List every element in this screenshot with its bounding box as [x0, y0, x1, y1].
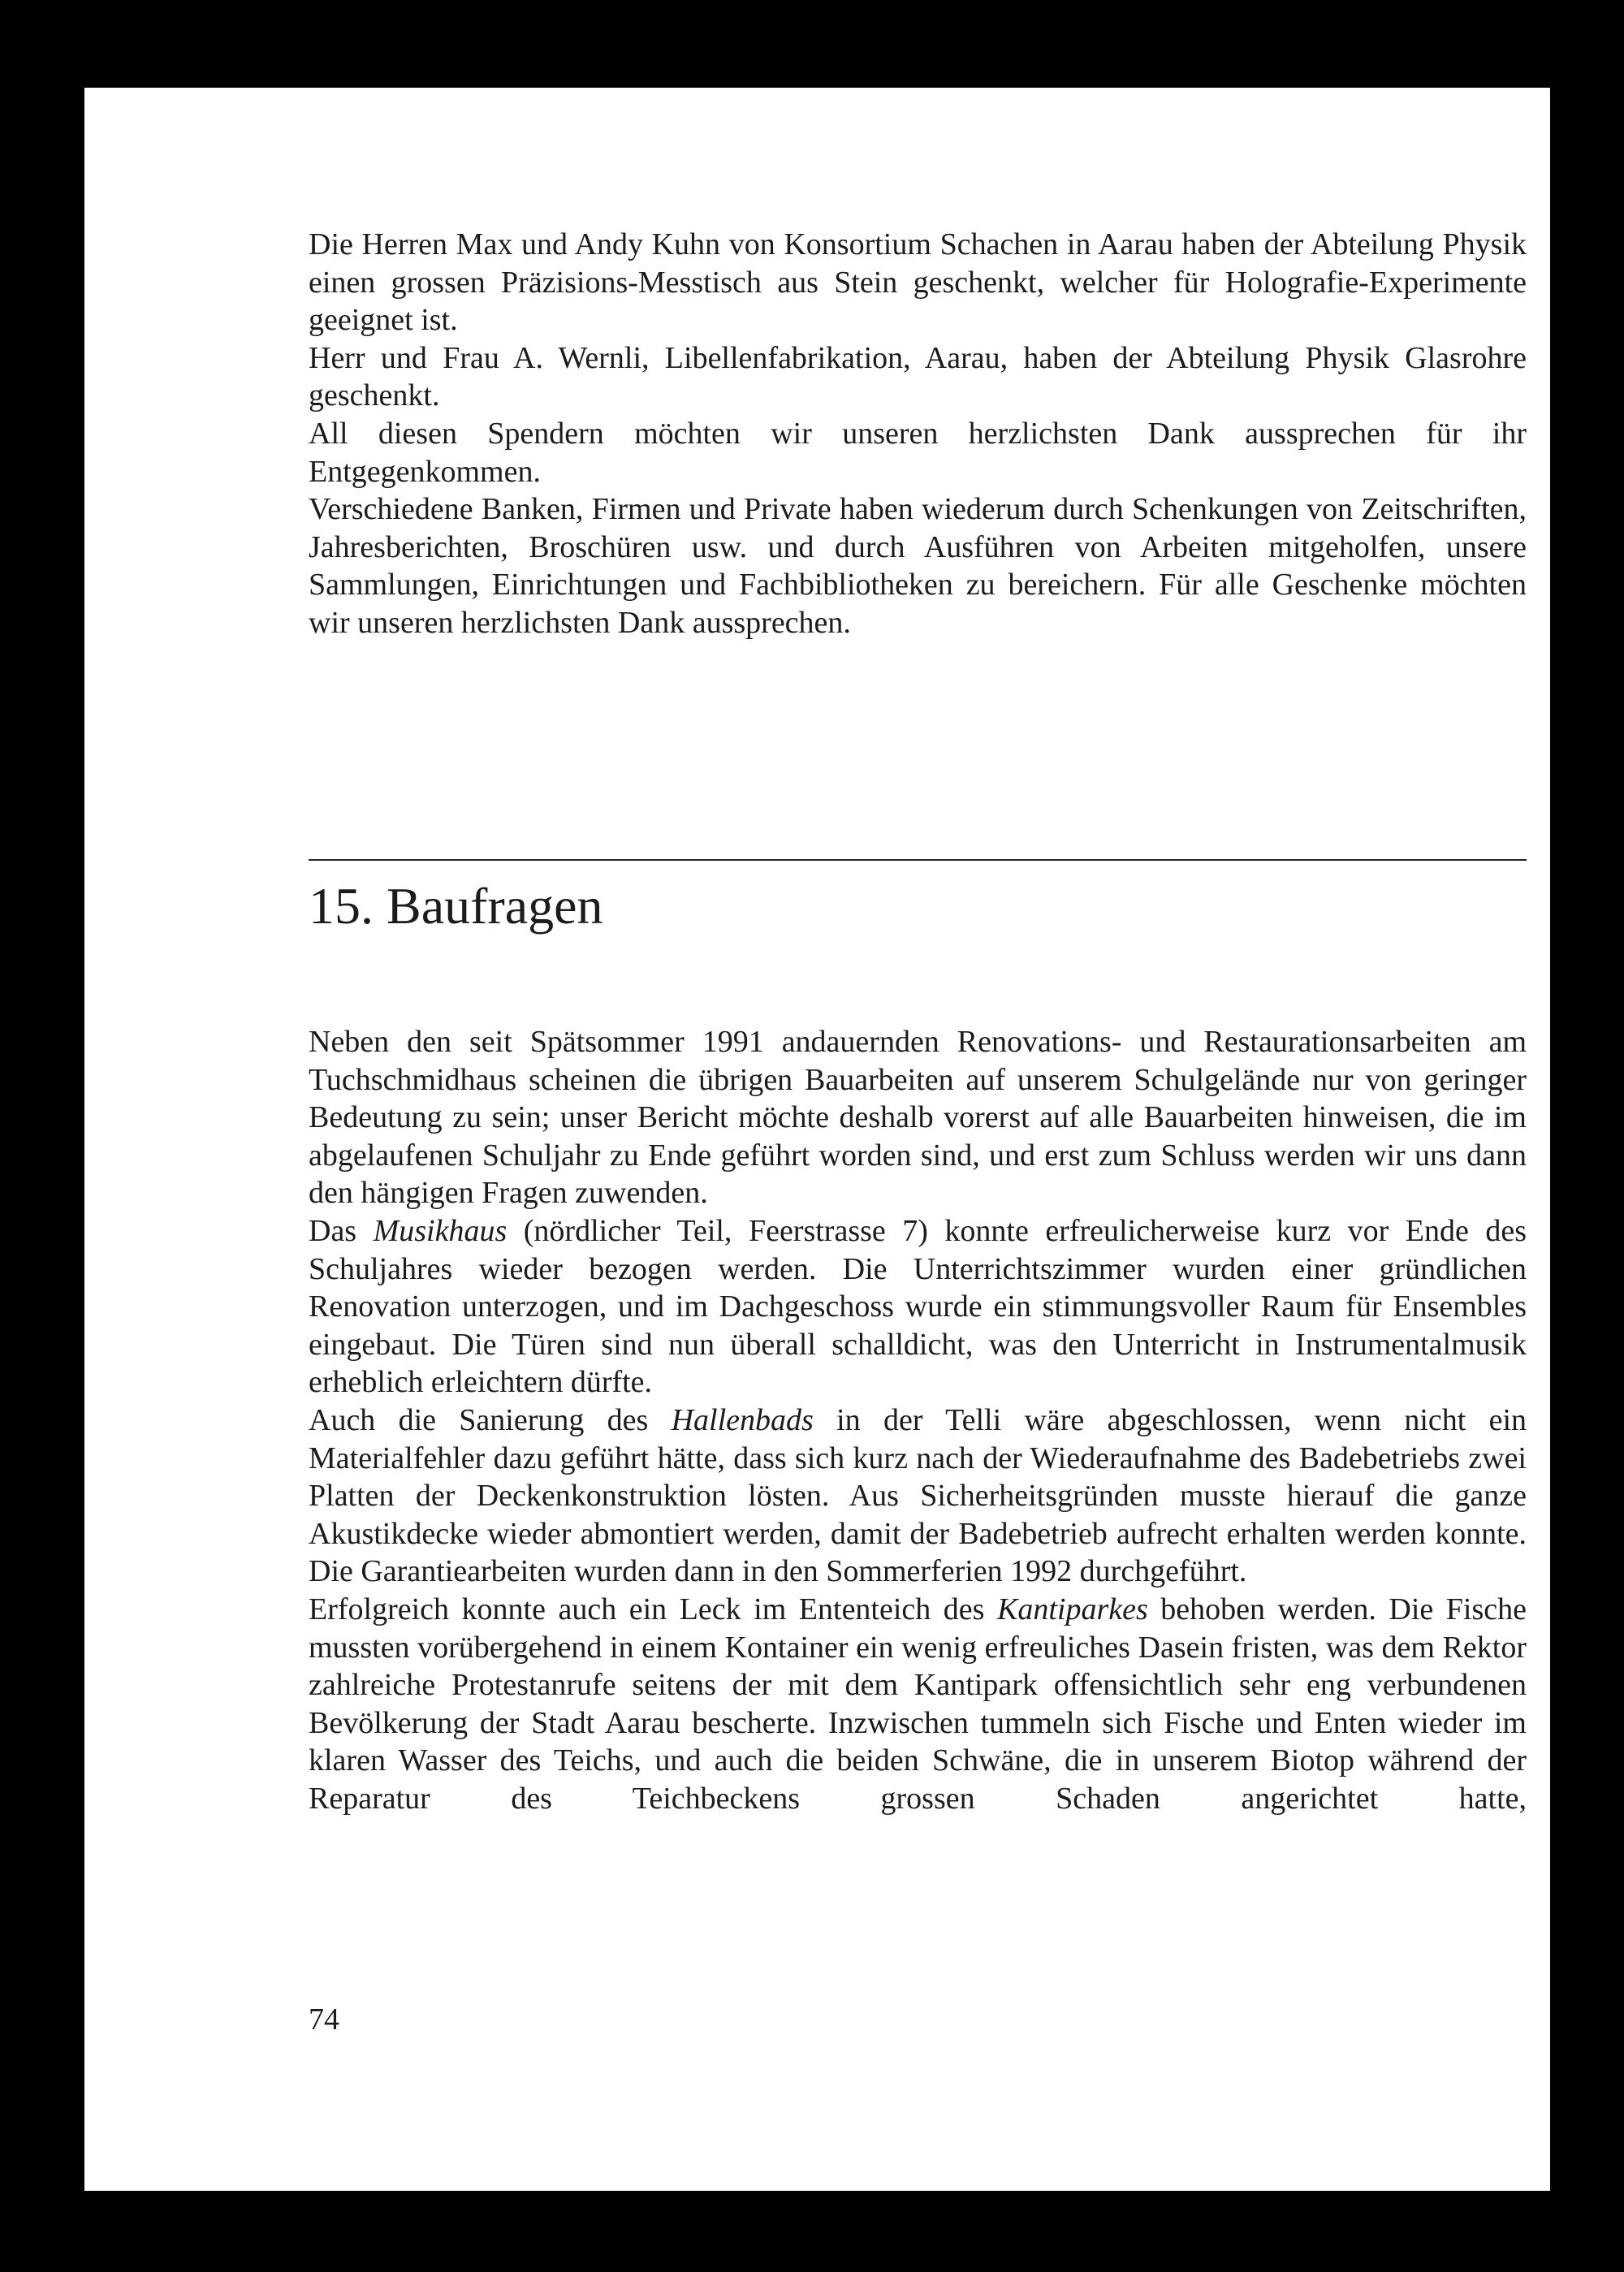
emphasis-musikhaus: Musikhaus: [373, 1213, 508, 1248]
text-segment: in der Telli wäre abgeschlossen, wenn nicht ein Materialfehler dazu geführt hätte, dass sich kurz nach der Wiederaufnahme des Badebetriebs zwei Platten der Deckenkonstruktion lösten. Aus Sicherheitsgründen musste hierauf die ganze Akustikdecke wieder abmontiert werden, damit der Badebetrieb aufrecht erhalten werden konnte. Die Garantiearbeiten wurden dann in den Sommerferien 1992 durchgeführt.: [309, 1402, 1527, 1589]
text-segment: Das: [309, 1213, 374, 1248]
text-segment: (nördlicher Teil, Feerstrasse 7) konnte erfreulicherweise kurz vor Ende des Schuljahres wieder bezogen werden. Die Unterrichtszimmer wurden einer gründlichen Renovation unterzogen, und im Dachgeschoss wurde ein stimmungsvoller Raum für Ensembles eingebaut. Die Türen sind nun überall schalldicht, was den Unterricht in Instrumentalmusik erheblich erleichtern dürfte.: [309, 1213, 1527, 1400]
section-heading: 15. Baufragen: [309, 877, 603, 935]
paragraph-hallenbad: [309, 1402, 1527, 1591]
paragraph-kantipark: [309, 1591, 1527, 1818]
document-page: [84, 88, 1550, 2191]
intro-text-block: [309, 226, 1527, 642]
text-segment: Auch die Sanierung des: [309, 1402, 672, 1437]
section-body: [309, 1023, 1527, 1817]
paragraph-gift-messtisch: Die Herren Max und Andy Kuhn von Konsortium Schachen in Aarau haben der Abteilung Physik einen grossen Präzisions-Messtisch aus Stein geschenkt, welcher für Holografie-Experimente geeignet ist.: [309, 227, 1527, 338]
paragraph-thanks-donors: All diesen Spendern möchten wir unseren herzlichsten Dank aussprechen für ihr Entgegenkommen.: [309, 416, 1527, 489]
page-number: 74: [309, 2002, 339, 2037]
text-segment: behoben werden. Die Fische mussten vorübergehend in einem Kontainer ein wenig erfreuliches Dasein fristen, was dem Rektor zahlreiche Protestanrufe seitens der mit dem Kantipark offensichtlich sehr eng verbundenen Bevölkerung der Stadt Aarau bescherte. Inzwischen tummeln sich Fische und Enten wieder im klaren Wasser des Teichs, und auch die beiden Schwäne, die in unserem Biotop während der Reparatur des Teichbeckens grossen Schaden angerichtet hatte,: [309, 1592, 1527, 1816]
text-segment: Erfolgreich konnte auch ein Leck im Ententeich des: [309, 1592, 997, 1626]
emphasis-hallenbads: Hallenbads: [671, 1402, 814, 1437]
section-divider: [309, 859, 1527, 861]
paragraph-musikhaus: [309, 1212, 1527, 1402]
paragraph-thanks-general: Verschiedene Banken, Firmen und Private haben wiederum durch Schenkungen von Zeitschriften, Jahresberichten, Broschüren usw. und durch Ausführen von Arbeiten mitgeholfen, unsere Sammlungen, Einrichtungen und Fachbibliotheken zu bereichern. Für alle Geschenke möchten wir unseren herzlichsten Dank aussprechen.: [309, 492, 1527, 640]
paragraph-gift-glasrohre: Herr und Frau A. Wernli, Libellenfabrikation, Aarau, haben der Abteilung Physik Glasrohre geschenkt.: [309, 340, 1527, 413]
paragraph-overview: Neben den seit Spätsommer 1991 andauernden Renovations- und Restaurationsarbeiten am Tuchschmidhaus scheinen die übrigen Bauarbeiten auf unserem Schulgelände nur von geringer Bedeutung zu sein; unser Bericht möchte deshalb vorerst auf alle Bauarbeiten hinweisen, die im abgelaufenen Schuljahr zu Ende geführt worden sind, und erst zum Schluss werden wir uns dann den hängigen Fragen zuwenden.: [309, 1025, 1527, 1211]
emphasis-kantiparkes: Kantiparkes: [996, 1592, 1148, 1626]
